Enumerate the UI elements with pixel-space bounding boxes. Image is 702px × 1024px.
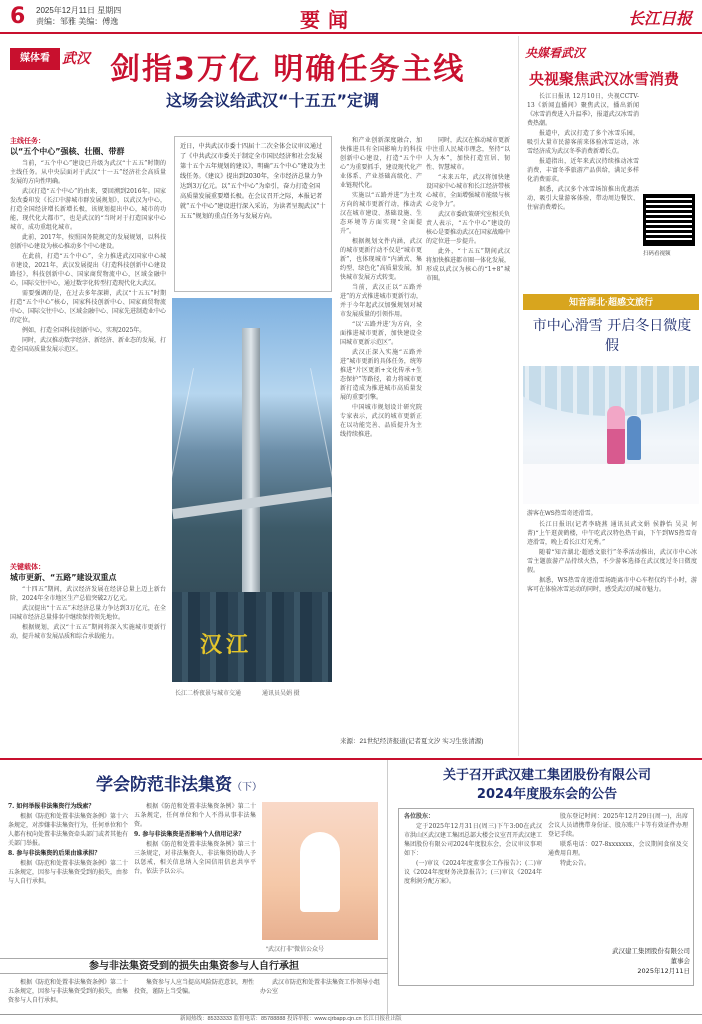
ski-slope [523, 464, 699, 504]
paragraph: 例如，打造全国科技创新中心，实现2025年。 [22, 327, 146, 334]
notice-subheading: 参与非法集资受到的损失由集资参与人自行承担 [0, 958, 388, 974]
calligraphy: 汉江 [200, 632, 253, 658]
anti-fraud-notice [0, 760, 388, 1016]
right-story [518, 36, 702, 756]
paragraph: 随着“知音湖北·超感文旅行”冬季活动推出，武汉市中心冰雪主题旅游产品持续火热，不少游客选择在武汉度过冬日微度假。 [527, 549, 697, 574]
paragraph: 武汉打造“五个中心”的由来，要回溯到2016年。国家发改委印发《长江中游城市群发展规划》，以武汉为中心，打造全国经济增长新增长极，该规划提出中心，城市的功能，现代化大都市”，也是武汉的“当时对于打造国家中心城市，成功重组化城市。 [10, 188, 166, 231]
paragraph: 报道指出，近年来武汉持续推动冰雪消费，丰富冬季旅游产品供给，满足多样化消费需求。 [527, 158, 639, 183]
notice-title [96, 770, 262, 795]
paragraph: 武汉市委政策研究室相关负责人表示，“五个中心”建设的核心是要推动武汉在国家战略中的定位进一步提升。 [426, 211, 510, 245]
question: 7. 如何举报非法集资行为线索？ [8, 803, 95, 810]
paragraph: 根据规划，武汉“十五五”期间将深入实施城市更新行动，提升城市发展品质和综合承载能力。 [10, 624, 166, 640]
notice-column-right [548, 812, 688, 940]
paragraph: 长江日报讯(记者李晓燕 通讯员武文娟 侯静怡 吴灵 何菁)“上午逛黄鹤楼，中午吃武汉特色热干面，下午到WS热雪奇迹滑雪，晚上看长江灯光秀。” [527, 521, 697, 546]
sign-date: 2025年12月11日 [637, 967, 690, 975]
paragraph: 根据《防范和处置非法集资条例》第二十五条规定，因参与非法集资受到的损失，由集资参与人自行承担。 [8, 979, 128, 1004]
article-column-4 [426, 136, 510, 730]
article-column-1b [10, 562, 166, 752]
paragraph: 此外，“十五五”期间武汉将加快推进都市圈一体化发展，形成以武汉为核心的“1+8”城市圈。 [426, 248, 510, 282]
page-date: 2025年12月11日 星期四 [36, 6, 122, 15]
wechat-poster [262, 802, 378, 940]
paragraph: 根据《防范和处置非法集资条例》第二十五条规定，任何单位和个人不得从事非法集资。 [134, 803, 256, 828]
paragraph: 集资参与人应当提高风险防范意识，理性投资，谨防上当受骗。 [134, 979, 254, 995]
media-tag: 媒体看 [10, 48, 60, 70]
paragraph: 根据《防范和处置非法集资条例》第二十五条规定，因参与非法集资受到的损失，由参与人自行承担。 [8, 860, 128, 885]
paragraph: 需要强调的是，在过去多年深耕，武汉“十五五”时期打造“五个中心”核心，国家科技创新中心、国家商贸物流中心、国际交往中心、区域金融中心、国家先进制造业中心的定位。 [10, 290, 166, 324]
paragraph: 股东登记时间：2025年12月29日(周一)，出席会议人员请携带身份证、股东账户卡等有效证件办理登记手续。 [548, 813, 688, 838]
paragraph: 同时，武汉推动数字经济、新经济、新业态的发展，打造全国高质量发展示范区。 [10, 337, 166, 353]
article-column-1 [10, 136, 166, 556]
notice-title-suffix: （下） [232, 782, 262, 793]
paragraph: 实施以“五路并进”为主攻方向的城市更新行动，推动武汉在城市建设、基础设施、生态环境等方面实现“全面提升”。 [340, 192, 422, 235]
paragraph: 此前，2017年，按照国务院规定的发展规划，以科技创新中心建设为核心推动多个中心建设。 [10, 234, 166, 250]
skier-figure [627, 416, 641, 460]
paragraph: 同时，武汉在推动城市更新中注重人民城市理念，坚持“以人为本”，加快打造宜居、韧性、智慧城市。 [426, 137, 510, 171]
section-title: 要闻 [300, 8, 356, 32]
paragraph: 根据规划文件内涵，武汉的城市更新行动不仅是“城市更新”，也体现城市“内涵式、集约型、绿色化”高质量发展，加快城市发展方式转变。 [340, 238, 422, 281]
notice-title-line: 关于召开武汉建工集团股份有限公司 [442, 768, 651, 783]
paragraph: 据悉，武汉多个冰雪场馆推出优惠活动，吸引大量游客体验，带动周边餐饮、住宿消费增长。 [527, 186, 639, 211]
topic-heading: 以“五个中心”强核、壮圈、带群 [10, 147, 125, 156]
source-line: 来源：21世纪经济报道(记者夏文汐 实习生张清源) [340, 738, 484, 745]
paragraph: 根据《防范和处置非法集资条例》第十六条规定，对涉嫌非法集资行为，任何单位和个人都有权向处置非法集资牵头部门或者其他有关部门举报。 [8, 813, 128, 847]
headline: 剑指3万亿 明确任务主线 [110, 52, 466, 87]
page-footer: 新闻热线：85333333 监督电话：85788888 投诉举报：www.cjrbapp.cjn.cn 长江日报社出版 [0, 1014, 702, 1024]
media-tag: 央媒看武汉 [525, 46, 586, 60]
topic-label: 关键载体： [10, 562, 45, 571]
paragraph: “十四五”期间，武汉经济发展在经济总量上迈上新台阶，2024年全市地区生产总值突破2万亿元。 [10, 586, 166, 602]
qr-caption: 扫码看视频 [643, 251, 671, 257]
notice-title-text: 学会防范非法集资 [96, 775, 232, 795]
qr-code[interactable] [643, 194, 695, 246]
page-header [0, 0, 702, 34]
sign-dept: 董事会 [670, 957, 690, 965]
notice-column-2 [134, 802, 256, 952]
ski-story-body [527, 520, 697, 752]
story-body [527, 92, 639, 288]
notice-column-1 [8, 802, 128, 952]
topic-heading: 城市更新、“五路”建设双重点 [10, 573, 117, 582]
topic-label: 主线任务： [10, 136, 45, 145]
media-tag-city: 武汉 [62, 51, 90, 67]
paragraph: 根据《防范和处置非法集资条例》第三十三条规定，对非法集资人、非法集资协助人予以惩戒，相关信息纳入全国信用信息共享平台，依法予以公示。 [134, 841, 256, 875]
page-editor: 责编：邹雅 美编：傅逸 [36, 17, 119, 26]
sign-company: 武汉建工集团股份有限公司 [612, 947, 690, 955]
paragraph: 武汉市防范和处置非法集资工作领导小组办公室 [260, 979, 380, 995]
skier-figure [607, 406, 625, 464]
notice-tail-1 [8, 978, 128, 1014]
ski-photo [523, 366, 699, 504]
story-title: 央视聚焦武汉冰雪消费 [529, 70, 680, 88]
paragraph: 当前，“五个中心”建设已升级为武汉“十五五”时期的主线任务。从中央层面对于武汉“十一五”经济社会高质量发展的方向性明确。 [10, 160, 166, 185]
paragraph: 特此公告。 [560, 860, 591, 867]
notice-tail-2 [134, 978, 254, 1014]
poster-figure [300, 832, 340, 912]
notice-signature [612, 946, 690, 976]
paragraph: 联系电话：027-8xxxxxxx，会议期间食宿及交通费用自理。 [548, 841, 688, 857]
paragraph: “未来五年，武汉将加快建设国家中心城市和长江经济带核心城市，全面增强城市能级与核心竞争力”。 [426, 174, 510, 208]
article-column-3 [340, 136, 422, 730]
page-meta [36, 5, 121, 27]
subheadline: 这场会议给武汉“十五五”定调 [166, 91, 380, 110]
paragraph: 和产业创新深度融合，加快推进具有全国影响力的科技创新中心建设，打造“五个中心”为重要抓手，建设现代化产业体系、产业基础高级化、产业链现代化。 [340, 137, 422, 189]
shareholder-notice [392, 760, 702, 1016]
paragraph: 在此前，打造“五个中心”，全力推进武汉国家中心城市建设，2021年，武汉发展提出《打造科技创新中心建设路径》，科技创新中心、国家商贸物流中心，区域金融中心，国际交往中心，通过数字化转型打造现代化大武汉。 [10, 253, 166, 287]
column-band: 知音湖北·超感文旅行 [523, 294, 699, 310]
paragraph: 定于2025年12月31日(周三)下午3:00在武汉市洪山区武汉建工集团总部大楼会议室召开武汉建工集团股份有限公司2024年度股东会，会议审议事项如下： [404, 823, 542, 857]
paragraph: 据悉，WS热雪奇迹滑雪场距离市中心车程仅约半小时，游客可在体验冰雪运动的同时，感受武汉的城市魅力。 [527, 577, 697, 593]
paragraph: (一)审议《2024年度董事会工作报告》；(二)审议《2024年度财务决算报告》；(三)审议《2024年度利润分配方案》。 [404, 860, 542, 885]
photo-caption: 游客在WS热雪奇迹滑雪。 [527, 511, 597, 517]
paragraph: 武汉正深入实施“五路并进”城市更新的具体任务，统筹推进“片区更新+文化传承+生态保护”等路径，着力将城市更新打造成为推进城市高质量发展的重要引擎。 [340, 349, 422, 401]
question: 8. 参与非法集资的后果由谁承担？ [8, 850, 101, 857]
notice-title [402, 766, 692, 804]
bridge-photo [172, 298, 332, 682]
lead-story [0, 36, 514, 756]
poster-caption: “武汉打非”微信公众号 [266, 947, 324, 953]
editor-note: 近日，中共武汉市委十四届十二次全体会议审议通过了《中共武汉市委关于制定全市国民经济和社会发展第十五个五年规划的建议》，明确“五个中心”建设为主线任务。《建议》提出到2030年，全市经济总量力争达到3万亿元。以“五个中心”为牵引，奋力打造全国高质量发展重要增长极。在会议召开之际，本报记者就“五个中心”建设进行深入采访，为读者呈现武汉“十五五”规划的重点任务与发展方向。 [174, 136, 332, 292]
page-number: 6 [10, 4, 26, 29]
paragraph: 武汉提出“十五五”末经济总量力争达到3万亿元，在全国城市经济总量排名中继续保持领先地位。 [10, 605, 166, 621]
notice-title-line: 2024年度股东会的公告 [476, 787, 618, 802]
photo-caption: 长江二桥夜景与城市交通 [175, 691, 242, 697]
notice-column-left [404, 812, 542, 982]
newspaper-logo: 长江日报 [627, 9, 692, 28]
ski-headline: 市中心滑雪 开启冬日微度假 [532, 318, 692, 354]
salutation: 各位股东： [404, 813, 435, 820]
paragraph: 当前，武汉正以“五路并进”的方式推进城市更新行动，并于今年起武汉加强规划对城市发展质量的引领作用。 [340, 284, 422, 318]
notice-tail-3 [260, 978, 380, 1014]
paragraph: 长江日报讯 12月10日，央视CCTV-13《新闻直播间》聚焦武汉，播出新闻《冰雪消费进入升温季》，报道武汉冰雪消费热潮。 [527, 93, 639, 127]
paragraph: 报道中，武汉打造了多个冰雪乐园，吸引大量市民游客前来体验冰雪运动，冰雪经济成为武汉冬季消费新增长点。 [527, 130, 639, 155]
question: 9. 参与非法集资是否影响个人信用记录？ [134, 831, 245, 838]
photo-credit: 通讯员吴娟 摄 [262, 691, 300, 697]
bottom-ads [0, 758, 702, 1014]
paragraph: 中国城市规划设计研究院专家表示，武汉的城市更新正在以功能完善、品质提升为主线持续推进。 [340, 404, 422, 438]
paragraph: “以‘五路并进’为方向，全面推进城市更新，加快建设全国城市更新示范区”。 [340, 321, 422, 346]
